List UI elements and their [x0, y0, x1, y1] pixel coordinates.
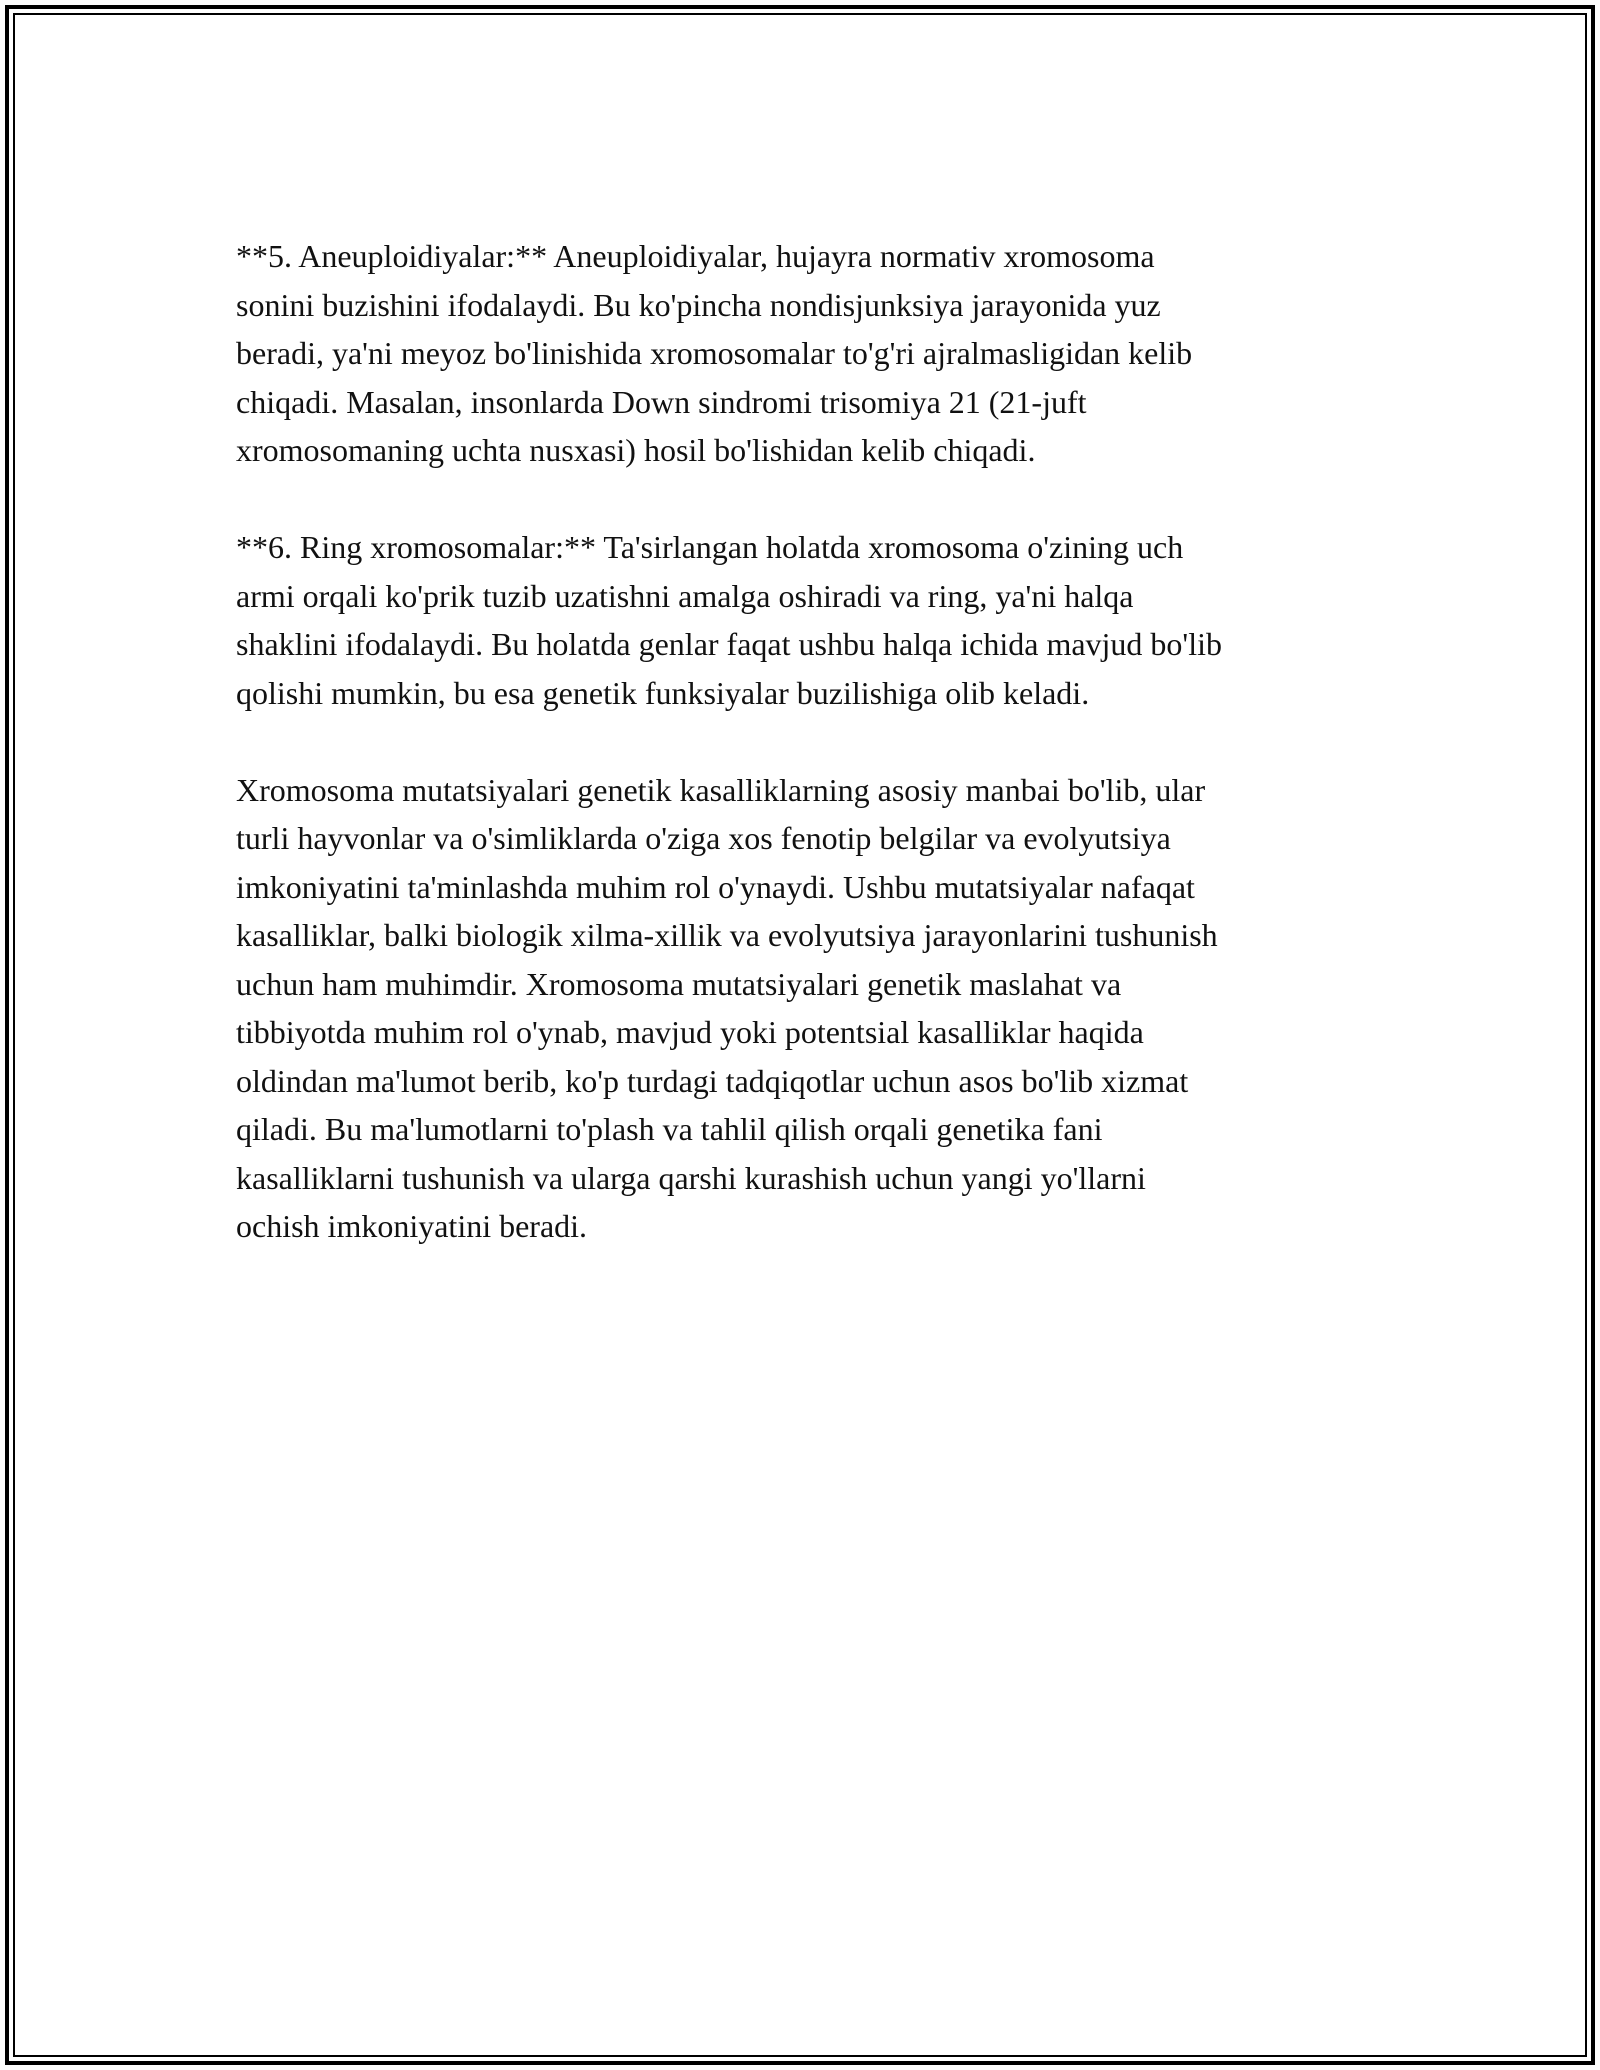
- text-line: ochish imkoniyatini beradi.: [236, 1208, 588, 1244]
- text-line: imkoniyatini ta'minlashda muhim rol o'ynaydi. Ushbu mutatsiyalar nafaqat: [236, 868, 1195, 905]
- text-line: turli hayvonlar va o'simliklarda o'ziga xos fenotip belgilar va evolyutsiya: [236, 820, 1171, 856]
- paragraph-ring-xromosomalar: [236, 523, 1386, 717]
- text-line: beradi, ya'ni meyoz bo'linishida xromosomalar to'g'ri ajralmasligidan kelib: [236, 335, 1193, 371]
- text-line: qiladi. Bu ma'lumotlarni to'plash va tahlil qilish orqali genetika fani: [236, 1111, 1103, 1147]
- text-line: **6. Ring xromosomalar:** Ta'sirlangan holatda xromosoma o'zining uch: [236, 529, 1184, 565]
- text-line: xromosomaning uchta nusxasi) hosil bo'lishidan kelib chiqadi.: [236, 432, 1036, 468]
- text-line: qolishi mumkin, bu esa genetik funksiyalar buzilishiga olib keladi.: [236, 674, 1090, 711]
- text-line: oldindan ma'lumot berib, ko'p turdagi tadqiqotlar uchun asos bo'lib xizmat: [236, 1062, 1189, 1099]
- document-body: [236, 232, 1386, 1251]
- text-line: **5. Aneuploidiyalar:** Aneuploidiyalar, hujayra normativ xromosoma: [236, 238, 1155, 274]
- text-line: tibbiyotda muhim rol o'ynab, mavjud yoki potentsial kasalliklar haqida: [236, 1014, 1144, 1050]
- text-line: kasalliklarni tushunish va ularga qarshi kurashish uchun yangi yo'llarni: [236, 1159, 1146, 1196]
- text-line: armi orqali ko'prik tuzib uzatishni amalga oshiradi va ring, ya'ni halqa: [236, 577, 1134, 614]
- paragraph-conclusion: [236, 766, 1386, 1251]
- text-line: uchun ham muhimdir. Xromosoma mutatsiyalari genetik maslahat va: [236, 965, 1122, 1002]
- text-line: sonini buzishini ifodalaydi. Bu ko'pincha nondisjunksiya jarayonida yuz: [236, 286, 1161, 323]
- text-line: chiqadi. Masalan, insonlarda Down sindromi trisomiya 21 (21-juft: [236, 383, 1087, 420]
- text-line: Xromosoma mutatsiyalari genetik kasalliklarning asosiy manbai bo'lib, ular: [236, 771, 1206, 808]
- paragraph-aneuploidiyalar: [236, 232, 1386, 475]
- text-line: kasalliklar, balki biologik xilma-xillik va evolyutsiya jarayonlarini tushunish: [236, 917, 1218, 953]
- text-line: shaklini ifodalaydi. Bu holatda genlar faqat ushbu halqa ichida mavjud bo'lib: [236, 626, 1222, 662]
